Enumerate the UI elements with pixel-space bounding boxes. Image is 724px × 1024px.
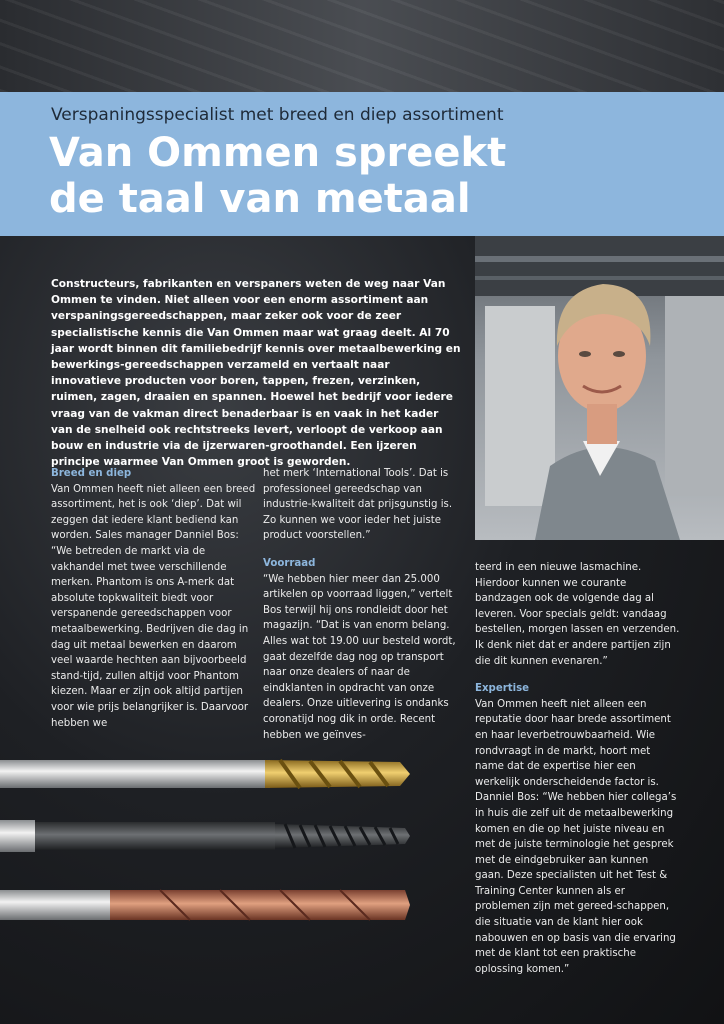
column-1-text: Van Ommen heeft niet alleen een breed assortiment, het is ook ‘diep’. Dat wil zeggen dat iedere klant bediend kan worden. Sales manager Danniel Bos: “We betreden de markt via de vakhandel met twee verschillende merken. Phantom is ons A-merk dat absolute topkwaliteit biedt voor verspanende gereedschappen voor metaalbewerking. Bedrijven die dag in dag uit metaal bewerken en daarom veel waarde hechten aan bijvoorbeeld stand-tijd, zullen altijd voor Phantom kiezen. Maar er zijn ook altijd partijen voor wie prijs belangrijker is. Daarvoor hebben we xyxy=(51,483,256,729)
column-2-text-1: het merk ‘International Tools’. Dat is professioneel gereedschap van industrie-kwaliteit dat prijsgunstig is. Zo kunnen we voor ieder het juiste product voorstellen.” xyxy=(263,468,453,542)
portrait-illustration xyxy=(475,236,724,540)
column-2-text-2: “We hebben hier meer dan 25.000 artikelen op voorraad liggen,” vertelt Bos terwijl hij ons rondleidt door het magazijn. “Dat is van enorm belang. Alles wat tot 19.00 uur besteld wordt, gaat dezelfde dag nog op transport naar onze dealers of naar de eindklanten in opdracht van onze dealers. Onze uitlevering is ondanks coronatijd nog dik in orde. Recent hebben we geïnves- xyxy=(263,573,456,741)
section-heading-expertise: Expertise xyxy=(475,683,530,695)
article-subtitle: Verspaningsspecialist met breed en diep assortiment xyxy=(51,105,504,125)
column-3-text-2: Van Ommen heeft niet alleen een reputatie door haar brede assortiment en haar leverbetrouwbaarheid. Wie rondvraagt in de markt, hoort met name dat de expertise hier een werkelijk onderscheidende factor is. Danniel Bos: “We hebben hier collega’s in huis die zelf uit de metaalbewerking komen en die op het juiste niveau en met de juiste terminologie het gesprek met de eindgebruiker aan kunnen gaan. Deze specialisten uit het Test & Training Center kunnen als er problemen zijn met gereed-schappen, die situatie van de klant hier ook nabouwen en op basis van die ervaring met de klant tot een praktische oplossing komen.” xyxy=(475,698,677,975)
section-heading-voorraad: Voorraad xyxy=(263,557,316,569)
portrait-photo xyxy=(475,236,724,540)
column-2 xyxy=(263,466,468,743)
tools-image xyxy=(0,740,420,930)
column-3-text-1: teerd in een nieuwe lasmachine. Hierdoor kunnen we courante bandzagen ook de volgende dag al leveren. Voor specials geldt: vandaag bestellen, morgen lassen en verzenden. Ik denk niet dat er andere partijen zijn die dit kunnen evenaren.” xyxy=(475,562,680,667)
title-line-1: Van Ommen spreekt xyxy=(49,130,507,176)
column-3 xyxy=(475,560,680,977)
header-background-photo xyxy=(0,0,724,92)
article-title xyxy=(49,130,506,222)
intro-paragraph: Constructeurs, fabrikanten en verspaners weten de weg naar Van Ommen te vinden. Niet alleen voor een enorm assortiment aan verspaningsgereedschappen, maar zeker ook voor de zeer specialistische kennis die Van Ommen maar wat graag deelt. Al 70 jaar wordt binnen dit familiebedrijf kennis over metaalbewerking en bewerkings-gereedschappen verzameld en vertaalt naar innovatieve producten voor boren, tappen, frezen, verzinken, ruimen, zagen, draaien en spannen. Hoewel het bedrijf voor iedere vraag van de vakman direct benaderbaar is en vaak in het kader van de snelheid ook rechtstreeks levert, verloopt de verkoop aan bouw en industrie via de ijzerwaren-groothandel. Een ijzeren principe waarmee Van Ommen groot is geworden. xyxy=(51,278,461,469)
column-1 xyxy=(51,466,256,731)
tap-tool-dark xyxy=(0,820,410,852)
reamer-bronze xyxy=(0,890,410,920)
title-line-2: de taal van metaal xyxy=(49,176,471,222)
section-heading-breed-en-diep: Breed en diep xyxy=(51,468,132,479)
drill-bit-gold xyxy=(0,760,410,788)
